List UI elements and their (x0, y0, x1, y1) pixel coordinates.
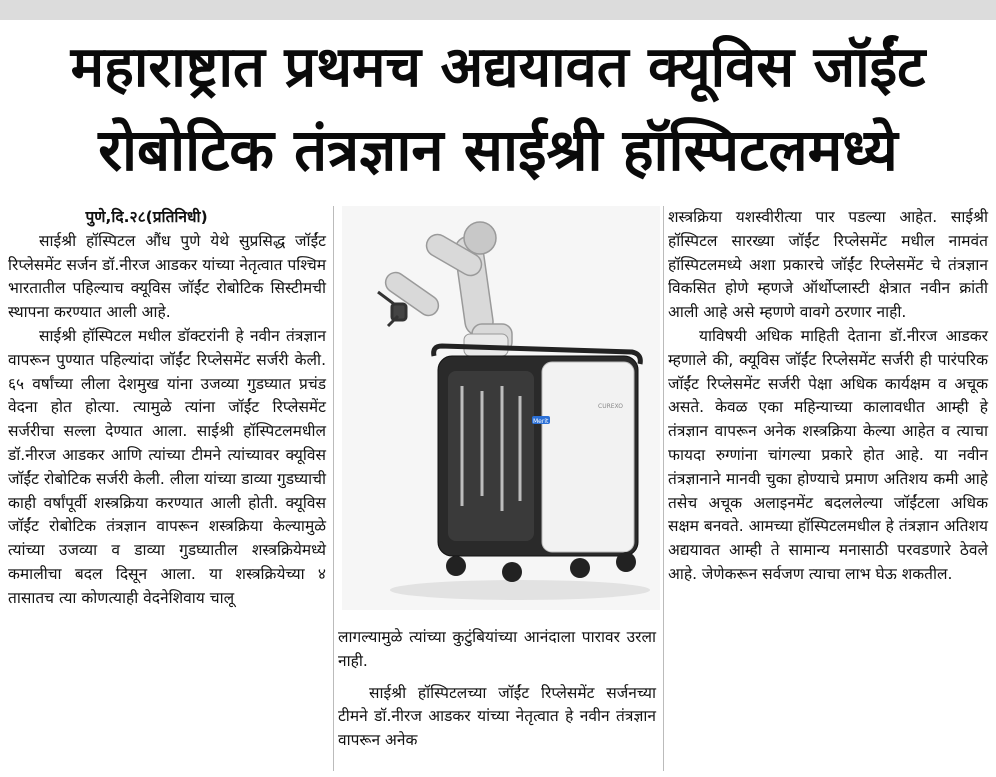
device-brand: CUREXO (598, 403, 623, 410)
column-divider-right (663, 206, 664, 771)
column-3-paragraph-2: याविषयी अधिक माहिती देताना डॉ.नीरज आडकर म्हणाले की, क्यूविस जॉईंट रिप्लेसमेंट सर्जरी ही पारंपरिक जॉईंट रिप्लेसमेंट सर्जरी पेक्षा अधिक कार्यक्षम व अचूक असते. केवळ एका महिन्याच्या कालावधीत आम्ही हे तंत्रज्ञान वापरून अनेक शस्त्रक्रिया केल्या आहेत व त्याचा फायदा रुग्णांना चांगल्या प्रकारे होत आहे. या नवीन तंत्रज्ञानाने मानवी चुका होण्याचे प्रमाण अतिशय कमी आहे तसेच अचूक अलाइनमेंट बदललेल्या जॉईंटला अधिक सक्षम बनवते. आमच्या हॉस्पिटलमधील हे तंत्रज्ञान अतिशय अद्ययावत आम्ही ते सामान्य मनासाठी परवडणारे ठेवले आहे. जेणेकरून सर्वजण त्याचा लाभ घेऊ शकतील. (668, 326, 988, 583)
page-top-band (0, 0, 996, 20)
column-2-paragraph-2: साईश्री हॉस्पिटलच्या जॉईंट रिप्लेसमेंट सर्जनच्या टीमने डॉ.नीरज आडकर यांच्या नेतृत्वात हे नवीन तंत्रज्ञान वापरून अनेक (338, 683, 656, 750)
cart-side-panel (542, 362, 634, 552)
robot-system-photo (342, 206, 660, 610)
headline-line-1: महाराष्ट्रात प्रथमच अद्ययावत क्यूविस जॉईंट (70, 35, 926, 100)
column-2-paragraph-1: लागल्यामुळे त्यांच्या कुटुंबियांच्या आनंदाला पारावर उरला नाही. (338, 628, 656, 670)
column-1-paragraph-2: साईश्री हॉस्पिटल मधील डॉक्टरांनी हे नवीन तंत्रज्ञान वापरून पुण्यात पहिल्यांदा जॉईंट रिप्लेसमेंट सर्जरी केली. ६५ वर्षांच्या लीला देशमुख यांना उजव्या गुडघ्यात प्रचंड वेदना होत होत्या. त्यामुळे त्यांना जॉईंट रिप्लेसमेंट सर्जरीचा सल्ला देण्यात आला. साईश्री हॉस्पिटलमधील डॉ.नीरज आडकर आणि त्यांच्या टीमने त्यांच्यावर क्यूविस जॉईंट रोबोटिक सर्जरी केली. लीला यांच्या डाव्या गुडघ्याची काही वर्षांपूर्वी शस्त्रक्रिया करण्यात आली होती. क्यूविस जॉईंट रोबोटिक तंत्रज्ञान वापरून शस्त्रक्रिया केल्यामुळे त्यांच्या उजव्या व डाव्या गुडघ्यातील शस्त्रक्रियेमध्ये कमालीचा बदल दिसून आला. या शस्त्रक्रियेच्या ४ तासातच त्या कोणत्याही वेदनेशिवाय चालू (8, 326, 326, 607)
article-column-3 (668, 206, 988, 587)
article-column-1 (8, 206, 326, 611)
article-column-2 (338, 626, 656, 753)
robotic-arm (382, 222, 512, 352)
headline-line-2: रोबोटिक तंत्रज्ञान साईश्री हॉस्पिटलमध्ये (98, 116, 898, 184)
column-3-paragraph-1: शस्त्रक्रिया यशस्वीरीत्या पार पडल्या आहेत. साईश्री हॉस्पिटल सारख्या जॉईंट रिप्लेसमेंट मधील नामवंत हॉस्पिटलमध्ये अशा प्रकारचे जॉईंट रिप्लेसमेंट चे तंत्रज्ञान विकसित होणे म्हणजे ऑर्थोप्लास्टी क्षेत्रात नवीन क्रांती आली आहे असे म्हणणे वावगे ठरणार नाही. (668, 208, 988, 322)
column-1-paragraph-1: साईश्री हॉस्पिटल औंध पुणे येथे सुप्रसिद्ध जॉईंट रिप्लेसमेंट सर्जन डॉ.नीरज आडकर यांच्या नेतृत्वात पश्चिम भारतातील पहिल्याच क्यूविस जॉईंट रोबोटिक सिस्टीमची स्थापना करण्यात आली आहे. (8, 231, 326, 322)
article-dateline: पुणे,दि.२८(प्रतिनिधी) (85, 208, 208, 226)
robot-illustration (342, 206, 660, 610)
device-badge: Merit (533, 418, 549, 425)
column-divider-left (333, 206, 334, 771)
